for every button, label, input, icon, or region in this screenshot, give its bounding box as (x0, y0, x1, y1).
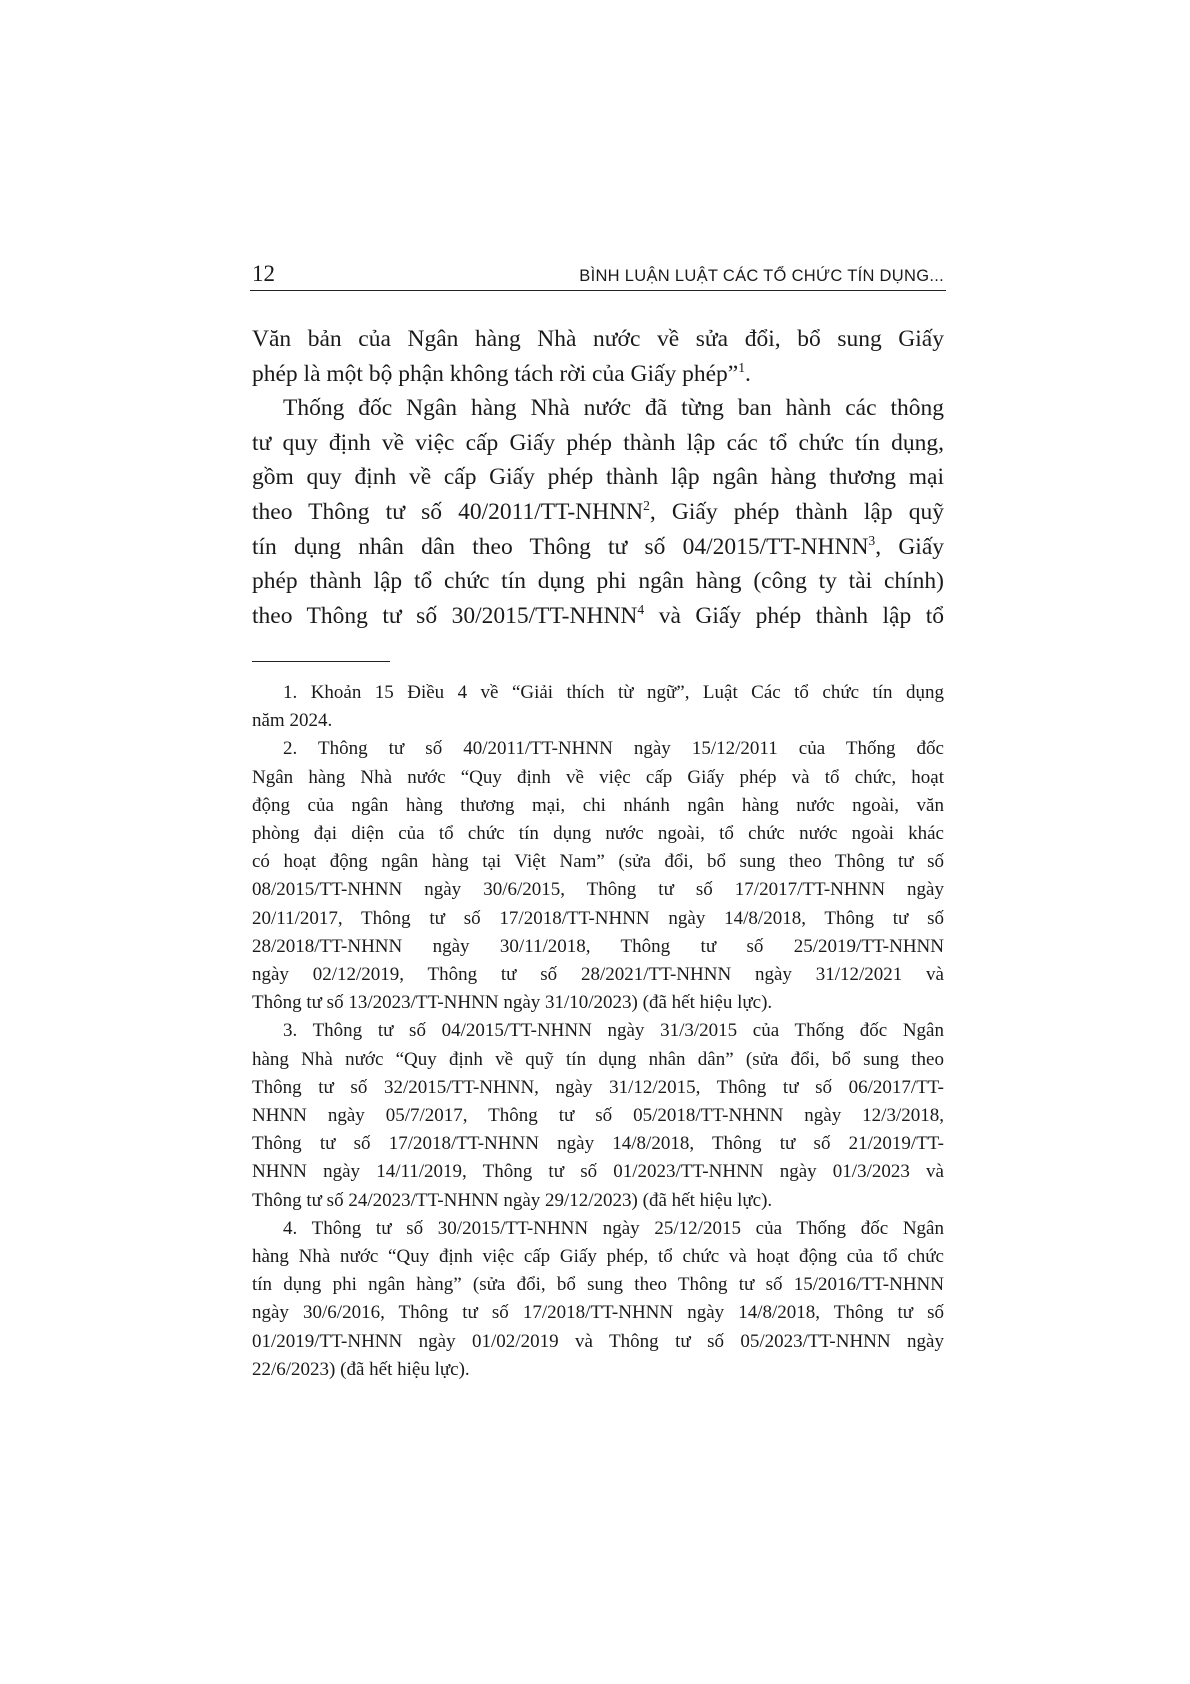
footnote-line: Thông tư số 24/2023/TT-NHNN ngày 29/12/2023) (đã hết hiệu lực). (252, 1189, 773, 1211)
footnote-line: hàng Nhà nước “Quy định việc cấp Giấy phép, tổ chức và hoạt động của tổ chức (252, 1246, 944, 1268)
text-line (252, 460, 944, 495)
footnote-line: có hoạt động ngân hàng tại Việt Nam” (sửa đổi, bổ sung theo Thông tư số (252, 851, 944, 873)
running-header (250, 262, 946, 291)
footnote-ref[interactable]: 4 (637, 601, 645, 617)
text-run: theo Thông tư số 30/2015/TT-NHNN (252, 602, 638, 629)
text-line (252, 426, 944, 461)
footnote-line: Thông tư số 32/2015/TT-NHNN, ngày 31/12/2015, Thông tư số 06/2017/TT- (252, 1076, 944, 1098)
text-line (252, 357, 944, 392)
footnote-line: ngày 30/6/2016, Thông tư số 17/2018/TT-NHNN ngày 14/8/2018, Thông tư số (252, 1302, 944, 1324)
text-run: , Giấy phép thành lập quỹ (649, 498, 945, 525)
footnote-3 (252, 1017, 944, 1214)
text-run: gồm quy định về cấp Giấy phép thành lập ngân hàng thương mại (252, 464, 944, 491)
text-run: theo Thông tư số 40/2011/TT-NHNN (252, 498, 644, 525)
text-line (252, 599, 944, 634)
footnote-line: NHNN ngày 05/7/2017, Thông tư số 05/2018/TT-NHNN ngày 12/3/2018, (252, 1105, 944, 1127)
footnote-line: 22/6/2023) (đã hết hiệu lực). (252, 1358, 470, 1380)
footnote-1 (252, 679, 944, 735)
text-line (252, 530, 944, 565)
text-line (252, 495, 944, 530)
text-run: phép là một bộ phận không tách rời của Giấy phép” (252, 360, 739, 387)
paragraph (252, 322, 944, 391)
text-run: tư quy định về việc cấp Giấy phép thành lập các tổ chức tín dụng, (252, 429, 944, 456)
text-run: , Giấy (875, 533, 944, 560)
page-number: 12 (252, 261, 275, 286)
footnotes (252, 679, 944, 1384)
text-line (252, 391, 944, 426)
footnote-line: NHNN ngày 14/11/2019, Thông tư số 01/2023/TT-NHNN ngày 01/3/2023 và (252, 1161, 944, 1183)
footnote-2 (252, 735, 944, 1017)
text-run: Văn bản của Ngân hàng Nhà nước về sửa đổi, bổ sung Giấy (252, 326, 944, 352)
footnote-line: phòng đại diện của tổ chức tín dụng nước ngoài, tổ chức nước ngoài khác (252, 823, 944, 845)
text-line (252, 322, 944, 357)
footnote-line: 20/11/2017, Thông tư số 17/2018/TT-NHNN ngày 14/8/2018, Thông tư số (252, 907, 944, 929)
body-text (252, 322, 944, 633)
text-run: và Giấy phép thành lập tổ (644, 602, 944, 629)
paragraph (252, 391, 944, 633)
running-title: BÌNH LUẬN LUẬT CÁC TỔ CHỨC TÍN DỤNG... (579, 267, 944, 285)
text-run: . (745, 360, 751, 387)
text-run: phép thành lập tổ chức tín dụng phi ngân hàng (công ty tài chính) (252, 568, 944, 595)
footnote-line: 1. Khoản 15 Điều 4 về “Giải thích từ ngữ”, Luật Các tổ chức tín dụng (283, 682, 944, 703)
text-run: Thống đốc Ngân hàng Nhà nước đã từng ban hành các thông (283, 395, 944, 422)
footnote-line: 2. Thông tư số 40/2011/TT-NHNN ngày 15/12/2011 của Thống đốc (283, 738, 944, 760)
footnote-4 (252, 1215, 944, 1384)
footnote-ref[interactable]: 3 (868, 532, 876, 548)
footnote-line: ngày 02/12/2019, Thông tư số 28/2021/TT-NHNN ngày 31/12/2021 và (252, 964, 944, 986)
text-run: tín dụng nhân dân theo Thông tư số 04/2015/TT-NHNN (252, 533, 869, 560)
footnote-line: 3. Thông tư số 04/2015/TT-NHNN ngày 31/3/2015 của Thống đốc Ngân (283, 1020, 944, 1042)
footnote-ref[interactable]: 2 (643, 498, 650, 514)
footnote-line: động của ngân hàng thương mại, chi nhánh ngân hàng nước ngoài, văn (252, 794, 944, 816)
footnote-line: Thông tư số 13/2023/TT-NHNN ngày 31/10/2023) (đã hết hiệu lực). (252, 992, 773, 1014)
footnote-line: tín dụng phi ngân hàng” (sửa đổi, bổ sung theo Thông tư số 15/2016/TT-NHNN (252, 1274, 944, 1296)
footnote-line: hàng Nhà nước “Quy định về quỹ tín dụng nhân dân” (sửa đổi, bổ sung theo (252, 1048, 944, 1070)
footnote-line: 4. Thông tư số 30/2015/TT-NHNN ngày 25/12/2015 của Thống đốc Ngân (283, 1217, 944, 1239)
footnote-separator (252, 661, 390, 662)
footnote-line: 08/2015/TT-NHNN ngày 30/6/2015, Thông tư số 17/2017/TT-NHNN ngày (252, 879, 944, 901)
footnote-line: năm 2024. (252, 710, 333, 732)
text-line (252, 564, 944, 599)
footnote-line: 28/2018/TT-NHNN ngày 30/11/2018, Thông tư số 25/2019/TT-NHNN (252, 935, 944, 957)
footnote-line: Ngân hàng Nhà nước “Quy định về việc cấp Giấy phép và tổ chức, hoạt (252, 766, 944, 788)
footnote-line: 01/2019/TT-NHNN ngày 01/02/2019 và Thông tư số 05/2023/TT-NHNN ngày (252, 1330, 944, 1352)
footnote-line: Thông tư số 17/2018/TT-NHNN ngày 14/8/2018, Thông tư số 21/2019/TT- (252, 1133, 944, 1155)
footnote-ref[interactable]: 1 (738, 359, 746, 375)
